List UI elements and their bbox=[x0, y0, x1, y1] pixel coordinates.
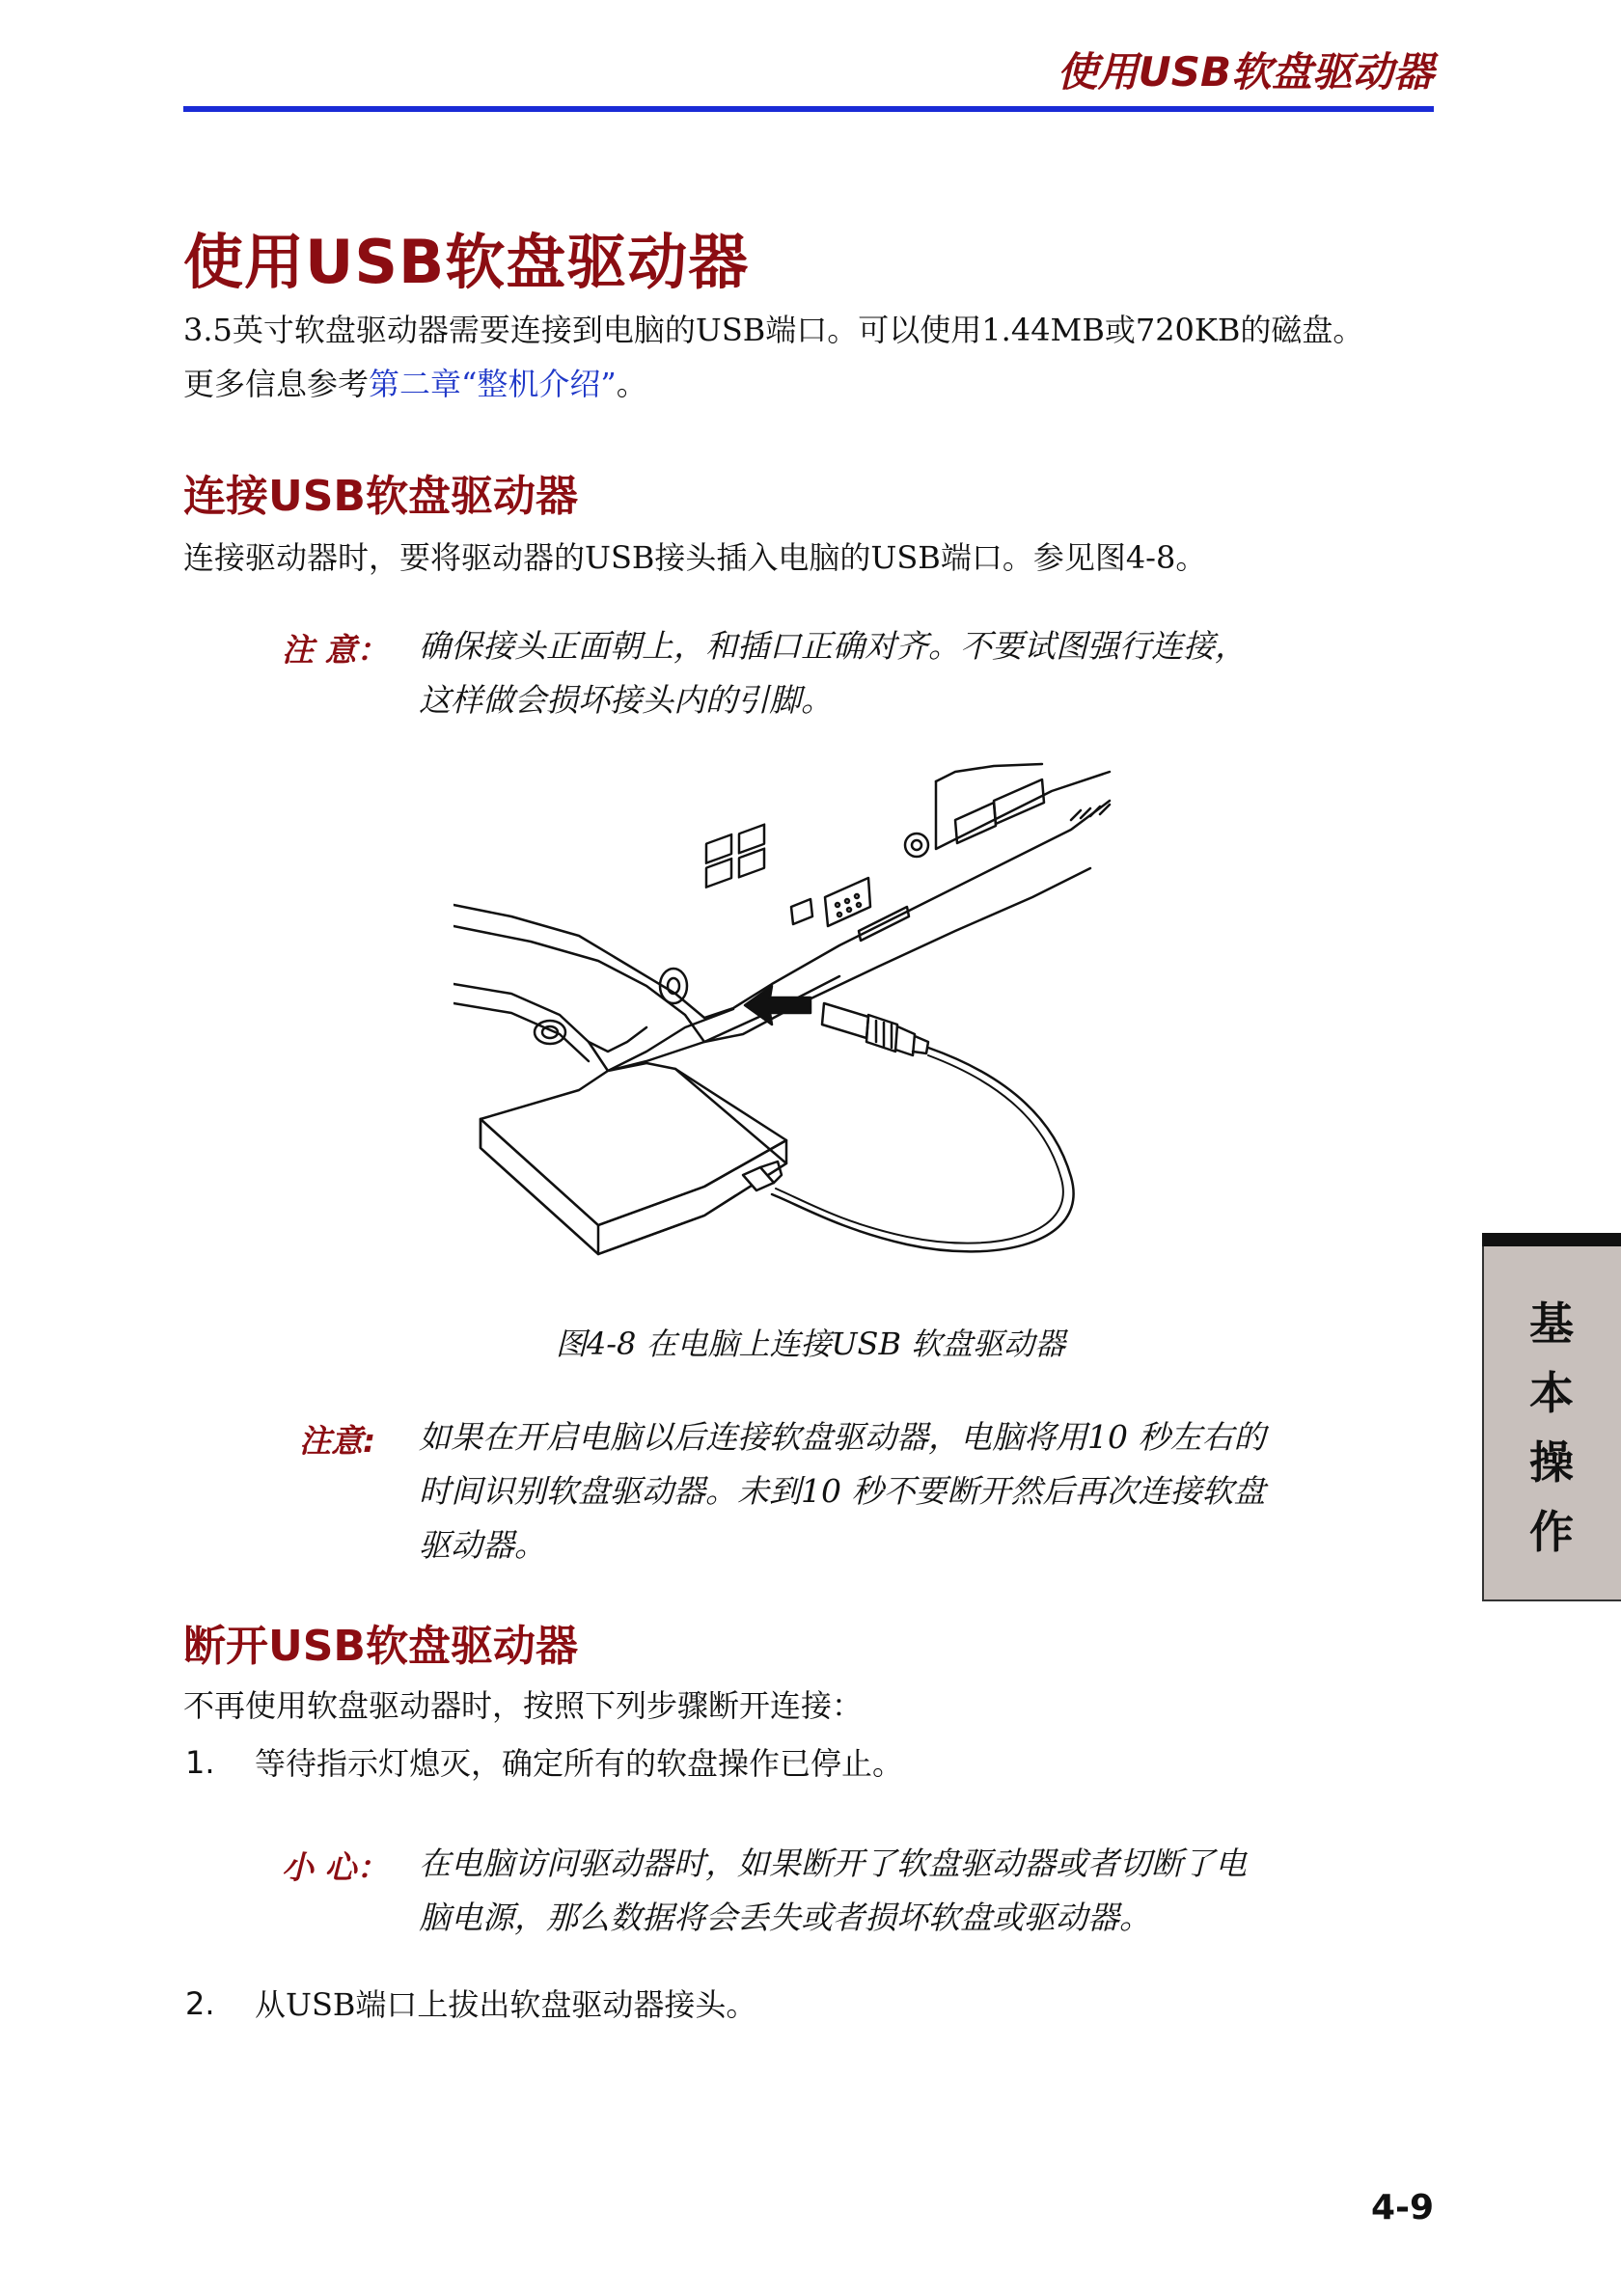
intro-line-1: 3.5英寸软盘驱动器需要连接到电脑的USB端口。可以使用1.44MB或720KB的磁盘。 bbox=[183, 312, 1364, 348]
header-rule bbox=[183, 106, 1434, 112]
step-1-number: 1. bbox=[185, 1744, 215, 1781]
note2-line-2: 时间识别软盘驱动器。未到10 秒不要断开然后再次连接软盘 bbox=[419, 1472, 1266, 1510]
connect-body: 连接驱动器时，要将驱动器的USB接头插入电脑的USB端口。参见图4-8。 bbox=[183, 539, 1207, 576]
disconnect-heading: 断开USB软盘驱动器 bbox=[183, 1622, 578, 1671]
note-label: 注 意： bbox=[282, 631, 389, 669]
intro-line-2 bbox=[183, 357, 647, 411]
connect-heading: 连接USB软盘驱动器 bbox=[183, 472, 578, 521]
caution-line-2: 脑电源，那么数据将会丢失或者损坏软盘或驱动器。 bbox=[419, 1899, 1151, 1936]
disconnect-body: 不再使用软盘驱动器时，按照下列步骤断开连接： bbox=[183, 1687, 864, 1724]
step-2-text: 从USB端口上拔出软盘驱动器接头。 bbox=[255, 1986, 757, 2023]
running-header: 使用USB软盘驱动器 bbox=[1057, 48, 1434, 96]
note2-line-1: 如果在开启电脑以后连接软盘驱动器，电脑将用10 秒左右的 bbox=[419, 1418, 1266, 1456]
intro-suffix: 。 bbox=[616, 366, 647, 402]
caution-label: 小 心： bbox=[282, 1848, 389, 1886]
note-line-2: 这样做会损坏接头内的引脚。 bbox=[419, 681, 833, 719]
note2-label: 注意: bbox=[299, 1422, 376, 1460]
step-1-text: 等待指示灯熄灭，确定所有的软盘操作已停止。 bbox=[255, 1745, 904, 1782]
step-2-number: 2. bbox=[185, 1985, 215, 2022]
caution-line-1: 在电脑访问驱动器时，如果断开了软盘驱动器或者切断了电 bbox=[419, 1845, 1247, 1882]
laptop-drawing bbox=[453, 764, 1110, 1071]
side-tab-char-3: 操 bbox=[1529, 1436, 1574, 1489]
note2-line-3: 驱动器。 bbox=[419, 1526, 546, 1564]
chapter-link[interactable]: 第二章“整机介绍” bbox=[369, 366, 617, 402]
section-title: 使用USB软盘驱动器 bbox=[183, 227, 750, 297]
note-line-1: 确保接头正面朝上，和插口正确对齐。不要试图强行连接， bbox=[419, 627, 1247, 665]
side-tab-char-4: 作 bbox=[1529, 1506, 1574, 1558]
intro-text: 更多信息参考 bbox=[183, 366, 370, 402]
side-tab-char-1: 基 bbox=[1529, 1298, 1574, 1350]
side-tab-bar bbox=[1482, 1233, 1621, 1246]
side-tab-label bbox=[1482, 1289, 1621, 1567]
side-tab-char-2: 本 bbox=[1529, 1367, 1574, 1419]
figure-caption: 图4-8 在电脑上连接USB 软盘驱动器 bbox=[555, 1326, 1066, 1362]
usb-plug-drawing bbox=[822, 1003, 928, 1055]
page-number: 4-9 bbox=[1370, 2188, 1434, 2228]
usb-floppy-illustration bbox=[453, 762, 1148, 1283]
floppy-drive-drawing bbox=[481, 1063, 786, 1254]
